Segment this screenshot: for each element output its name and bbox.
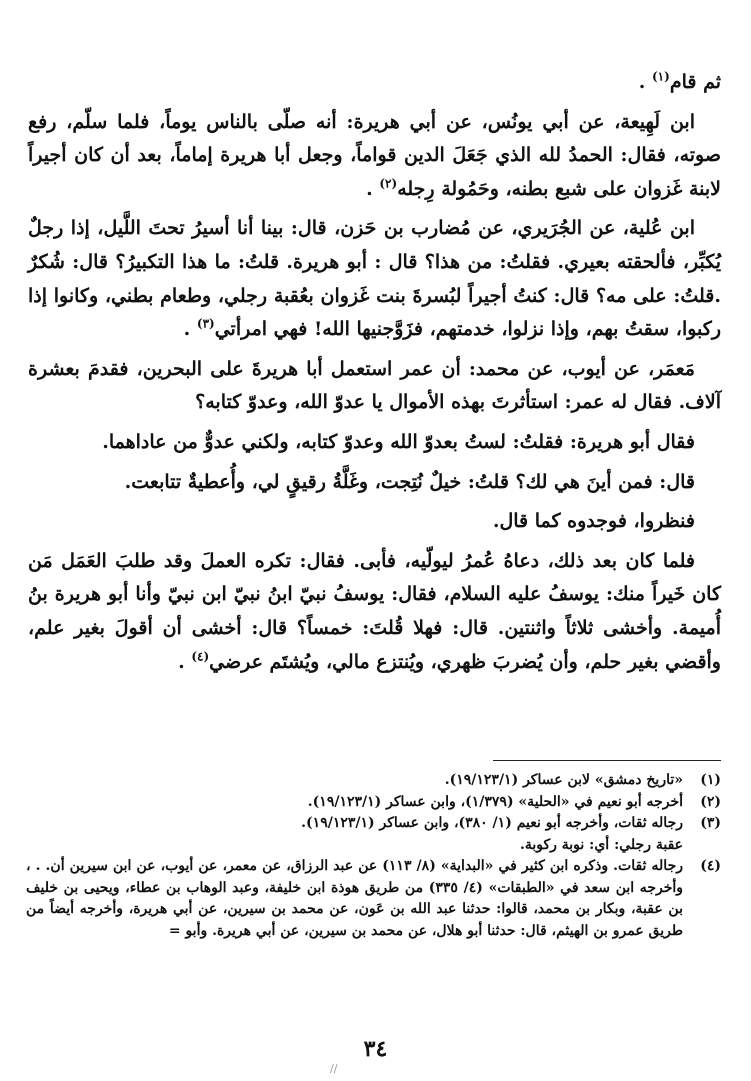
paragraph-1: ثم قام$^{(١)}$ . (638, 69, 721, 93)
footnote-ref-1[interactable]: (١) (651, 69, 670, 84)
main-text (28, 66, 721, 679)
scan-mark: // (330, 1062, 338, 1075)
footnote-number: (٢) (700, 793, 721, 810)
paragraph-6: قال: فمن أينَ هي لك؟ قلتُ: خيلٌ نُتِجت، وغَلَّةُ رقيقٍ لي، وأُعطيةٌ تتابعت. (124, 470, 695, 493)
footnote-4 (26, 856, 721, 942)
footnote-1 (26, 770, 721, 792)
page-number: ٣٤ (363, 1036, 388, 1062)
footnote-divider (493, 760, 721, 761)
paragraph-4: مَعمَر، عن أيوب، عن محمد: أن عمر استعمل أبا هريرةَ على البحرين، فقدمَ بعشرة آلاف. فقال له عمر: استأثرتَ بهذه الأموال يا عدوّ الله، وعدوّ كتابه؟ (28, 357, 721, 414)
footnote-3-gloss: عقبة رجلي: أي: نوبة ركوبة. (519, 836, 683, 853)
footnote-number: (١) (700, 772, 721, 788)
paragraph-8: فلما كان بعد ذلك، دعاهُ عُمرُ ليولّيه، فأبى. فقال: تكره العملَ وقد طلبَ العَمَل مَن كان خَيراً منك: يوسفُ عليه السلام، فقال: يوسفُ نبيّ ابنُ نبيّ ابن نبيّ وأنا أبو هريرة بنُ أُميمة. وأخشى ثلاثاً واثنتين. قال: فهلا قُلتَ: خمساً؟ قال: أخشى أن أقولَ بغير علم، وأقضي بغير حلم، وأن يُضربَ ظهري، ويُنتزع مالي، ويُشتَم عرضي$^{(٤)}$ . (28, 549, 721, 673)
footnotes (26, 770, 721, 942)
footnote-2 (26, 792, 721, 814)
paragraph-3: ابن عُلية، عن الجُرَيري، عن مُضارب بن حَزن، قال: بينا أنا أسيرُ تحتَ اللَّيل، إذا رجلٌ يُكبِّر، فألحقته بعيري. فقلتُ: من هذا؟ قال : أبو هريرة. قلتُ: ما هذا التكبيرُ؟ قال: شُكرٌ .قلتُ: على مه؟ قال: كنتُ أجيراً لبُسرةَ بنت غَزوان بعُقبة رجلي، وطعام بطني، وكانوا إذا ركبوا، سقتُ بهم، وإذا نزلوا، خدمتهم، فزَوَّجنيها الله! فهي امرأتي$^{(٣)}$ . (28, 217, 721, 341)
footnote-ref-4[interactable]: (٤) (191, 649, 210, 664)
footnote-number: (٤) (700, 858, 721, 874)
paragraph-2: ابن لَهِيعة، عن أبي يونُس، عن أبي هريرة: أنه صلّى بالناس يوماً، فلما سلّم، رفع صوته، فقال: الحمدُ لله الذي جَعَلَ الدين قواماً، وجعل أبا هريرة إماماً، بعد أن كان أجيراً لابنة غَزوان على شبع بطنه، وحَمُولة رِجله$^{(٢)}$ . (28, 110, 721, 200)
footnote-text: رجاله ثقات. وذكره ابن كثير في «البداية» (٨/ ١١٣) عن عبد الرزاق، عن معمر، عن أيوب، عن ابن سيرين أن. . ، وأخرجه ابن سعد في «الطبقات» (٤/ ٣٣٥) من طريق هوذة ابن خليفة، وعبد الوهاب بن عطاء، ويحيى بن خليف بن عقبة، وبكار بن محمد، قالوا: حدثنا عبد الله بن عَون، عن محمد بن سيرين، عن أبي هريرة، وأخرجه أيضاً من طريق عمرو بن الهيثم، قال: حدثنا أبو هلال، عن محمد بن سيرين، عن أبي هريرة. وأبو = (26, 858, 684, 939)
footnote-3 (26, 813, 721, 835)
paragraph-5: فقال أبو هريرة: فقلتُ: لستُ بعدوّ الله وعدوّ كتابه، ولكني عدوٌّ من عاداهما. (102, 430, 695, 453)
footnote-text: رجاله ثقات، وأخرجه أبو نعيم (١/ ٣٨٠)، وابن عساكر (١٩/١٢٣/١). (301, 815, 683, 831)
footnote-number: (٣) (700, 815, 721, 831)
footnote-text: أخرجه أبو نعيم في «الحلية» (١/٣٧٩)، وابن عساكر (١٩/١٢٣/١). (307, 793, 683, 810)
footnote-ref-3[interactable]: (٣) (196, 316, 215, 331)
footnote-text: «تاريخ دمشق» لابن عساكر (١٩/١٢٣/١). (444, 772, 683, 788)
footnote-ref-2[interactable]: (٢) (379, 176, 398, 191)
paragraph-7: فنظروا، فوجدوه كما قال. (492, 510, 695, 533)
